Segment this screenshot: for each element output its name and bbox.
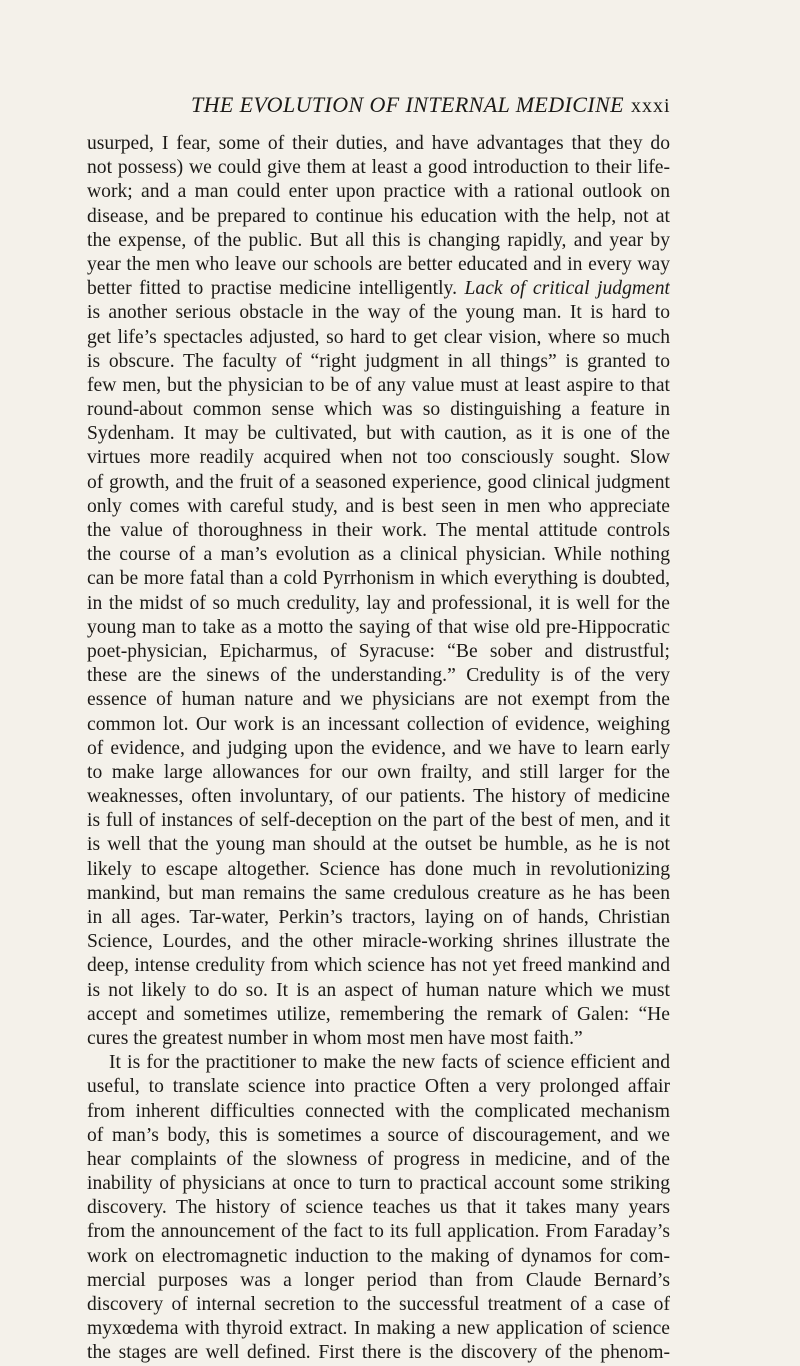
text-line: of man’s body, this is sometimes a source of discouragement, and we <box>87 1124 670 1146</box>
text-line: weaknesses, often involuntary, of our patients. The history of medicine <box>87 786 670 808</box>
text-line: mercial purposes was a longer period than from Claude Bernard’s <box>87 1269 670 1291</box>
text-line: only comes with careful study, and is best seen in men who appreciate <box>87 495 670 517</box>
text-line: myxœdema with thyroid extract. In making a new application of science <box>87 1318 670 1340</box>
text-line: useful, to translate science into practice Often a very prolonged affair <box>87 1076 670 1098</box>
text-line: young man to take as a motto the saying of that wise old pre-Hippocratic <box>87 616 670 638</box>
text-line-paragraph-start: It is for the practitioner to make the new facts of science efficient and <box>109 1052 670 1074</box>
text-line: essence of human nature and we physicians are not exempt from the <box>87 689 670 711</box>
text-line: in all ages. Tar-water, Perkin’s tractors, laying on of hands, Christian <box>87 907 670 928</box>
text-line: discovery of internal secretion to the successful treatment of a case of <box>87 1294 670 1315</box>
text-line: work; and a man could enter upon practice with a rational outlook on <box>87 181 670 203</box>
text-line: can be more fatal than a cold Pyrrhonism in which everything is doubted, <box>87 568 670 590</box>
text-line: poet-physician, Epicharmus, of Syracuse: “Be sober and distrustful; <box>87 640 670 662</box>
text-line: is full of instances of self-deception on the part of the best of men, and it <box>87 810 670 832</box>
text-line: of growth, and the fruit of a seasoned experience, good clinical judgment <box>87 471 670 493</box>
page-number: xxxi <box>631 95 671 117</box>
text-line: from the announcement of the fact to its full application. From Faraday’s <box>87 1221 670 1243</box>
text-line: work on electromagnetic induction to the making of dynamos for com- <box>87 1245 670 1267</box>
italic-phrase: Lack of critical judgment <box>464 278 670 300</box>
text-line: virtues more readily acquired when not too consciously sought. Slow <box>87 447 670 469</box>
text-line: year the men who leave our schools are better educated and in every way <box>87 253 670 275</box>
text-line: the expense, of the public. But all this is changing rapidly, and year by <box>87 229 670 251</box>
text-line: from inherent difficulties connected with the complicated mechanism <box>87 1100 670 1122</box>
text-line: discovery. The history of science teaches us that it takes many years <box>87 1197 670 1219</box>
text-line: hear complaints of the slowness of progress in medicine, and of the <box>87 1148 670 1170</box>
running-head <box>0 92 800 118</box>
text-line: the course of a man’s evolution as a clinical physician. While nothing <box>87 544 670 566</box>
text-line: not possess) we could give them at least a good introduction to their life- <box>87 157 670 179</box>
running-title: THE EVOLUTION OF INTERNAL MEDICINE <box>191 92 624 117</box>
text-line: get life’s spectacles adjusted, so hard to get clear vision, where so much <box>87 326 670 348</box>
text-line: common lot. Our work is an incessant collection of evidence, weighing <box>87 713 670 735</box>
text-line: likely to escape altogether. Science has done much in revolutionizing <box>87 858 670 880</box>
text-line: Science, Lourdes, and the other miracle-working shrines illustrate the <box>87 931 670 953</box>
text-line: of evidence, and judging upon the evidence, and we have to learn early <box>87 737 670 759</box>
text-line: in the midst of so much credulity, lay and professional, it is well for the <box>87 592 670 614</box>
text-line: to make large allowances for our own frailty, and still larger for the <box>87 761 670 783</box>
text-line: is well that the young man should at the outset be humble, as he is not <box>87 834 670 856</box>
text-line: is another serious obstacle in the way of the young man. It is hard to <box>87 302 670 324</box>
text-line: the stages are well defined. First there is the discovery of the phenom- <box>87 1342 670 1364</box>
body-text <box>87 132 670 1366</box>
text-line: is not likely to do so. It is an aspect of human nature which we must <box>87 979 670 1001</box>
text-line: accept and sometimes utilize, remembering the remark of Galen: “He <box>87 1003 670 1025</box>
text-line: inability of physicians at once to turn to practical account some striking <box>87 1173 670 1195</box>
text-line: is obscure. The faculty of “right judgment in all things” is granted to <box>87 350 670 372</box>
text-line: deep, intense credulity from which science has not yet freed mankind and <box>87 955 670 977</box>
text-line: these are the sinews of the understanding.” Credulity is of the very <box>87 665 670 687</box>
text-segment: better fitted to practise medicine intelligently. <box>87 278 457 300</box>
text-line: Sydenham. It may be cultivated, but with caution, as it is one of the <box>87 423 670 445</box>
text-line: few men, but the physician to be of any value must at least aspire to that <box>87 374 670 396</box>
text-line: usurped, I fear, some of their duties, and have advantages that they do <box>87 133 670 154</box>
text-line: round-about common sense which was so distinguishing a feature in <box>87 399 670 421</box>
text-line: disease, and be prepared to continue his education with the help, not at <box>87 205 670 227</box>
text-line: the value of thoroughness in their work. The mental attitude controls <box>87 520 670 541</box>
text-line: mankind, but man remains the same credulous creature as he has been <box>87 882 670 904</box>
text-line-with-italic <box>87 277 670 301</box>
text-line-paragraph-end: cures the greatest number in whom most men have most faith.” <box>87 1027 583 1049</box>
